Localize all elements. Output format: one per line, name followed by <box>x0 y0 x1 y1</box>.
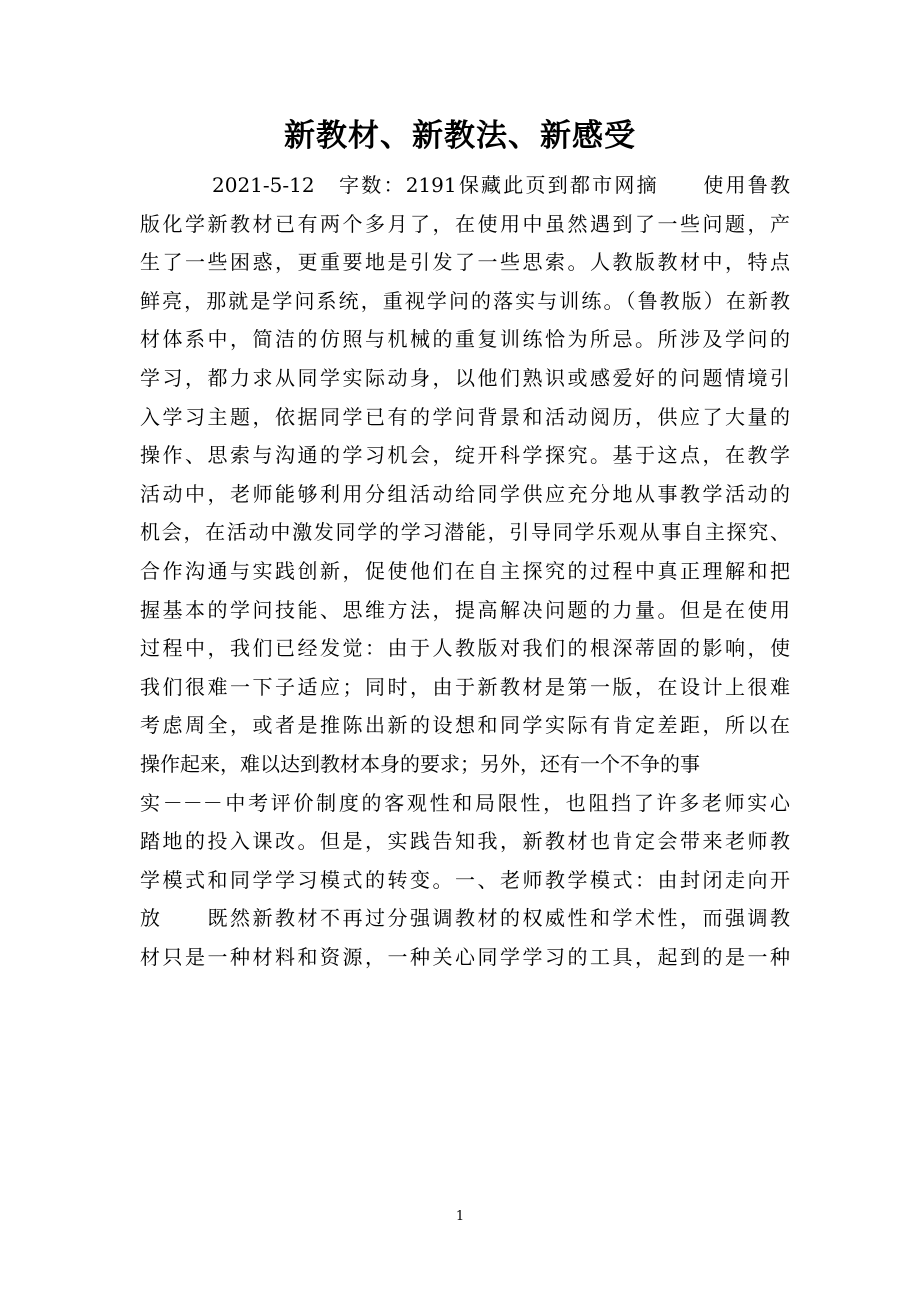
body-line: 版化学新教材已有两个多月了，在使用中虽然遇到了一些问题，产 <box>140 211 790 236</box>
body-line: 踏地的投入课改。但是，实践告知我，新教材也肯定会带来老师教 <box>140 829 790 854</box>
body-line: 材体系中，简洁的仿照与机械的重复训练恰为所忌。所涉及学问的 <box>140 327 790 352</box>
body-line-meta: 2021-5-12 字数：2191保藏此页到都市网摘 使用鲁教 <box>212 173 790 197</box>
body-line: 操作起来，难以达到教材本身的要求；另外，还有一个不争的事 <box>140 751 700 776</box>
body-line: 合作沟通与实践创新，促使他们在自主探究的过程中真正理解和把 <box>140 558 790 583</box>
body-line: 握基本的学问技能、思维方法，提高解决问题的力量。但是在使用 <box>140 597 790 622</box>
body-line: 过程中，我们已经发觉：由于人教版对我们的根深蒂固的影响，使 <box>140 636 790 661</box>
body-line: 生了一些困惑，更重要地是引发了一些思索。人教版教材中，特点 <box>140 250 790 275</box>
body-line: 材只是一种材料和资源，一种关心同学学习的工具，起到的是一种 <box>140 944 790 969</box>
body-line: 入学习主题，依据同学已有的学问背景和活动阅历，供应了大量的 <box>140 404 790 429</box>
body-line: 学习，都力求从同学实际动身，以他们熟识或感爱好的问题情境引 <box>140 365 790 390</box>
body-line: 考虑周全，或者是推陈出新的设想和同学实际有肯定差距，所以在 <box>140 713 790 738</box>
body-line: 操作、思索与沟通的学习机会，绽开科学探究。基于这点，在教学 <box>140 443 790 468</box>
body-line: 学模式和同学学习模式的转变。一、老师教学模式：由封闭走向开 <box>140 867 790 892</box>
body-line: 机会，在活动中激发同学的学习潜能，引导同学乐观从事自主探究、 <box>140 520 790 545</box>
body-line: 放 既然新教材不再过分强调教材的权威性和学术性，而强调教 <box>140 906 790 931</box>
body-line: 我们很难一下子适应；同时，由于新教材是第一版，在设计上很难 <box>140 674 790 699</box>
body-line: 鲜亮，那就是学问系统，重视学问的落实与训练。（鲁教版）在新教 <box>140 288 790 313</box>
body-line: 实－－－中考评价制度的客观性和局限性，也阻挡了许多老师实心 <box>140 790 790 815</box>
document-title: 新教材、新教法、新感受 <box>284 118 636 154</box>
document-body <box>140 166 790 976</box>
body-line: 活动中，老师能够利用分组活动给同学供应充分地从事教学活动的 <box>140 481 790 506</box>
page-number: 1 <box>455 1209 465 1224</box>
